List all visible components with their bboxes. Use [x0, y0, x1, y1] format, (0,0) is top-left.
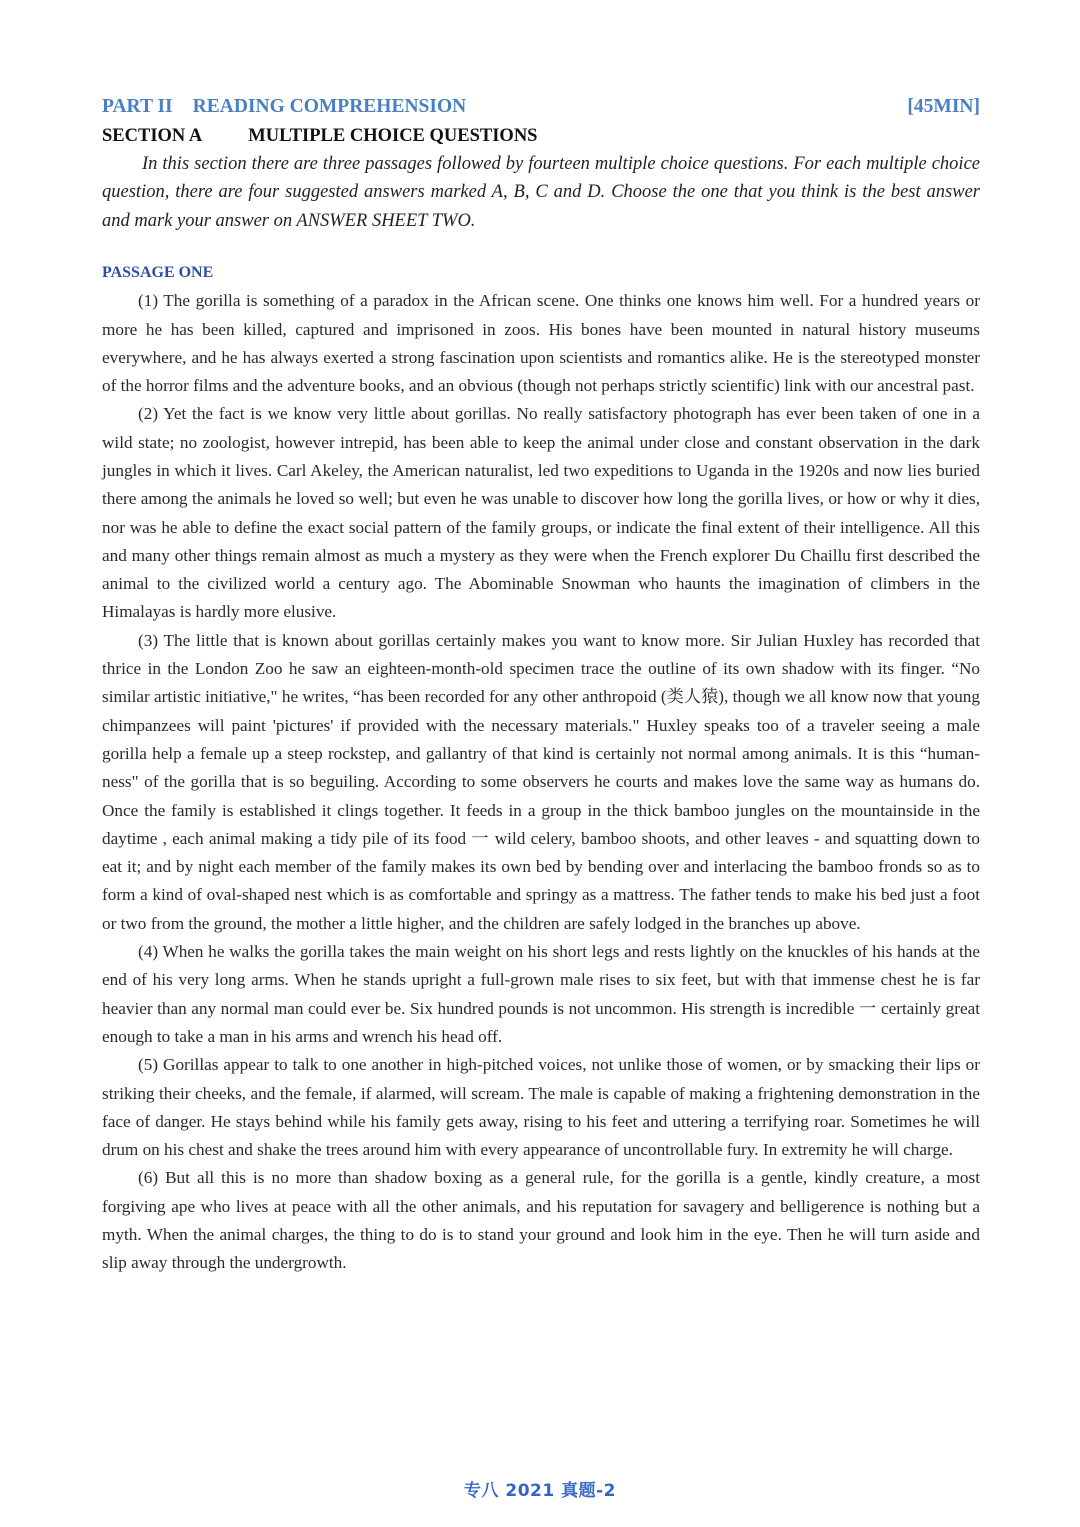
part-number: PART II — [102, 96, 173, 117]
section-label: SECTION A — [102, 126, 203, 146]
section-header — [102, 122, 980, 150]
exam-page — [102, 92, 980, 1278]
passage-paragraph-1: (1) The gorilla is something of a paradox in the African scene. One thinks one knows him well. For a hundred years or more he has been killed, captured and imprisoned in zoos. His bones have been mounted in natural history museums everywhere, and he has always exerted a strong fascination upon scientists and romantics alike. He is the stereotyped monster of the horror films and the adventure books, and an obvious (though not perhaps strictly scientific) link with our ancestral past. — [102, 291, 980, 396]
time-limit: [45MIN] — [907, 96, 980, 117]
page-footer: 专八 2021 真题-2 — [463, 1481, 617, 1501]
passage-paragraph-5: (5) Gorillas appear to talk to one another in high-pitched voices, not unlike those of women, or by smacking their lips or striking their cheeks, and the female, if alarmed, will scream. The male is capable of making a frightening demonstration in the face of danger. He stays behind while his family gets away, rising to his feet and uttering a terrifying roar. Sometimes he will drum on his chest and shake the trees around him with every appearance of uncontrollable fury. In extremity he will charge. — [102, 1055, 980, 1160]
part-name: READING COMPREHENSION — [192, 96, 467, 117]
part-header — [102, 92, 980, 122]
passage-title: PASSAGE ONE — [102, 264, 214, 282]
section-name: MULTIPLE CHOICE QUESTIONS — [248, 126, 538, 146]
passage-paragraph-4: (4) When he walks the gorilla takes the main weight on his short legs and rests lightly on the knuckles of his hands at the end of his very long arms. When he stands upright a full-grown male rises to six feet, but with that immense chest he is far heavier than any normal man could ever be. Six hundred pounds is not uncommon. His strength is incredible 一 certainly great enough to take a man in his arms and wrench his head off. — [102, 942, 980, 1046]
passage-paragraph-2: (2) Yet the fact is we know very little about gorillas. No really satisfactory photograph has ever been taken of one in a wild state; no zoologist, however intrepid, has been able to keep the animal under close and constant observation in the dark jungles in which it lives. Carl Akeley, the American naturalist, led two expeditions to Uganda in the 1920s and now lies buried there among the animals he loved so well; but even he was unable to discover how long the gorilla lives, or how or why it dies, nor was he able to define the exact social pattern of the family groups, or indicate the final extent of their intelligence. All this and many other things remain almost as much a mystery as they were when the French explorer Du Chaillu first described the animal to the civilized world a century ago. The Abominable Snowman who haunts the imagination of climbers in the Himalayas is hardly more elusive. — [102, 404, 980, 622]
passage-paragraph-6: (6) But all this is no more than shadow boxing as a general rule, for the gorilla is a gentle, kindly creature, a most forgiving ape who lives at peace with all the other animals, and his reputation for savagery and belligerence is nothing but a myth. When the animal charges, the thing to do is to stand your ground and look him in the eye. Then he will turn aside and slip away through the undergrowth. — [102, 1168, 980, 1273]
passage-paragraph-3: (3) The little that is known about gorillas certainly makes you want to know more. Sir Julian Huxley has recorded that thrice in the London Zoo he saw an eighteen-month-old specimen trace the outline of its own shadow with its finger. “No similar artistic initiative," he writes, “has been recorded for any other anthropoid (类人猿), though we all know now that young chimpanzees will paint 'pictures' if provided with the necessary materials." Huxley speaks too of a traveler seeing a male gorilla help a female up a steep rockstep, and gallantry of that kind is certainly not normal among animals. It is this “human-ness" of the gorilla that is so beguiling. According to some observers he courts and makes love the same way as humans do. Once the family is established it clings together. It feeds in a group in the thick bamboo jungles on the mountainside in the daytime , each animal making a tidy pile of its food 一 wild celery, bamboo shoots, and other leaves - and squatting down to eat it; and by night each member of the family makes its own bed by bending over and interlacing the bamboo fronds so as to form a kind of oval-shaped nest which is as comfortable and springy as a mattress. The father tends to make his bed just a foot or two from the ground, the mother a little higher, and the children are safely lodged in the branches up above. — [102, 630, 980, 933]
section-instructions: In this section there are three passages followed by fourteen multiple choice questions. For each multiple choice question, there are four suggested answers marked A, B, C and D. Choose the one that you think is the best answer and mark your answer on ANSWER SHEET TWO. — [102, 154, 980, 231]
part-title — [102, 92, 466, 122]
